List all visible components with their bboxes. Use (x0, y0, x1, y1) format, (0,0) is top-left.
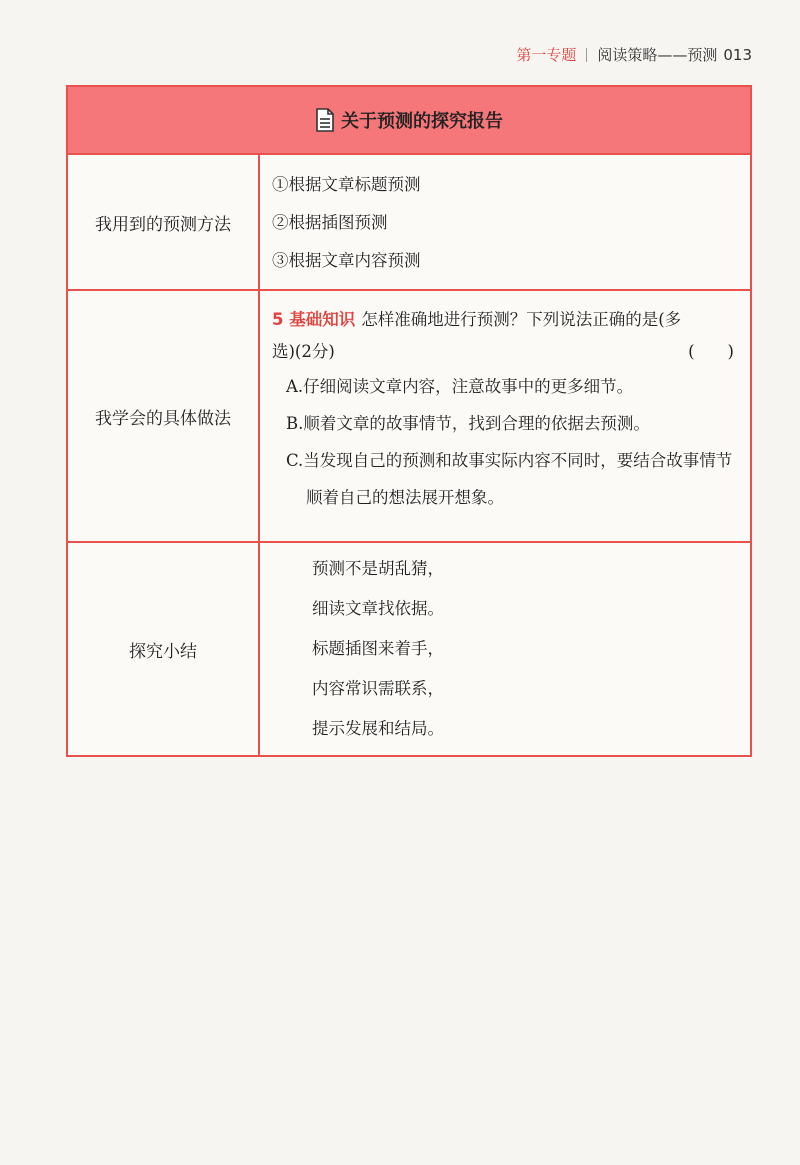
summary-line: 细读文章找依据。 (312, 599, 444, 618)
summary-line: 预测不是胡乱猜， (312, 559, 444, 578)
method-item: ①根据文章标题预测 (272, 175, 421, 194)
practice-label: 我学会的具体做法 (68, 291, 260, 541)
answer-blank[interactable]: ( ) (688, 342, 734, 361)
option-c: C.当发现自己的预测和故事实际内容不同时，要结合故事情节顺着自己的想法展开想象。 (286, 451, 733, 507)
topic-title: 阅读策略——预测 (597, 46, 718, 64)
document-icon (315, 108, 335, 132)
method-item: ③根据文章内容预测 (272, 251, 421, 270)
question-number: 5 基础知识 (272, 310, 356, 329)
practice-content (260, 291, 750, 541)
question-text-cont: 选)(2分) (272, 342, 335, 361)
methods-content (260, 155, 750, 289)
option-a: A.仔细阅读文章内容，注意故事中的更多细节。 (286, 377, 634, 396)
summary-line: 提示发展和结局。 (312, 719, 444, 738)
running-header (516, 44, 752, 65)
method-item: ②根据插图预测 (272, 213, 388, 232)
methods-row (68, 155, 750, 291)
summary-line: 标题插图来着手， (312, 639, 444, 658)
question-stem (272, 304, 740, 336)
option-b: B.顺着文章的故事情节，找到合理的依据去预测。 (286, 414, 650, 433)
page-number: 013 (723, 46, 752, 64)
section-title: 第一专题 (516, 46, 577, 64)
header-divider (586, 48, 587, 62)
summary-label: 探究小结 (68, 543, 260, 755)
question-text: 怎样准确地进行预测？下列说法正确的是(多 (361, 310, 682, 329)
methods-label: 我用到的预测方法 (68, 155, 260, 289)
report-title: 关于预测的探究报告 (341, 111, 503, 132)
summary-content (260, 543, 750, 755)
question-stem-cont (272, 336, 740, 368)
report-table (66, 85, 752, 757)
summary-line: 内容常识需联系， (312, 679, 444, 698)
practice-row (68, 291, 750, 543)
report-header (68, 87, 750, 155)
summary-row (68, 543, 750, 755)
